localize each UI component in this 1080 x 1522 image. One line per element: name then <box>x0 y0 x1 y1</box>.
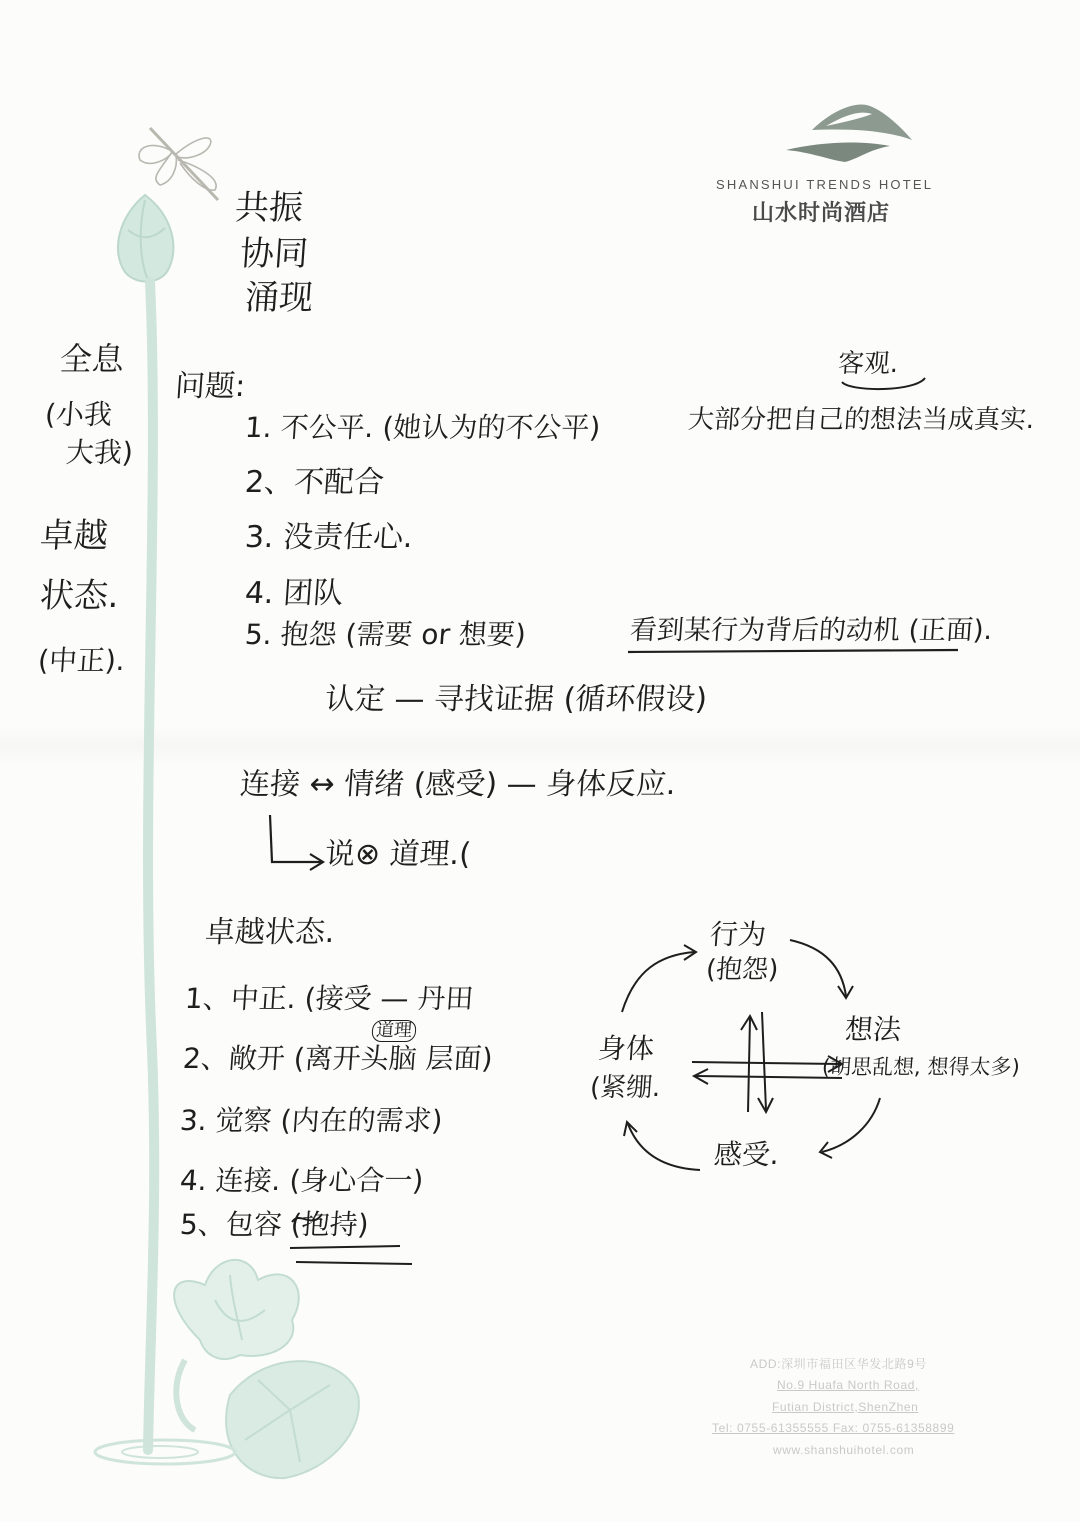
problem-item-1-note: 大部分把自己的想法当成真实. <box>686 405 1036 435</box>
lotus-flower-icon <box>95 1260 359 1478</box>
cycle-left-note: (紧绷. <box>588 1073 662 1103</box>
margin-excellence: 卓越 <box>38 516 110 556</box>
footer-website: www.shanshuihotel.com <box>773 1443 915 1457</box>
motive-underline <box>628 650 958 652</box>
keyword-resonance: 共振 <box>233 188 305 228</box>
excellent-item-5: 5、包容 (抱持) <box>178 1208 370 1241</box>
footer-address-en-1: No.9 Huafa North Road, <box>777 1378 919 1392</box>
cycle-left-label: 身体 <box>596 1032 656 1065</box>
lotus-bud-icon <box>118 195 173 282</box>
cycle-right-label: 想法 <box>843 1013 903 1046</box>
excellent-state-heading: 卓越状态. <box>203 915 336 950</box>
cycle-top-label: 行为 <box>708 918 768 951</box>
problem-item-1: 1. 不公平. (她认为的不公平) <box>243 411 602 444</box>
margin-small-self: (小我 <box>43 398 114 431</box>
hotel-name-cn: 山水时尚酒店 <box>752 201 891 226</box>
problems-heading: 问题: <box>173 369 247 404</box>
footer-address-cn: ADD:深圳市福田区华发北路9号 <box>750 1357 927 1371</box>
mountain-logo-icon <box>786 104 912 162</box>
problem-item-4: 4. 团队 <box>243 576 345 611</box>
footer-address-en-2: Futian District,ShenZhen <box>772 1400 919 1414</box>
dragonfly-icon <box>139 128 218 200</box>
cycle-right-note: (胡思乱想, 想得太多) <box>821 1055 1021 1079</box>
cycle-bottom-label: 感受. <box>712 1138 781 1171</box>
belief-loop: 认定 — 寻找证据 (循环假设) <box>323 682 709 717</box>
problem-item-5: 5. 抱怨 (需要 or 想要) <box>243 618 528 651</box>
problem-item-3: 3. 没责任心. <box>243 520 414 555</box>
excellent-item-3: 3. 觉察 (内在的需求) <box>178 1104 444 1137</box>
margin-big-self: 大我) <box>64 436 135 469</box>
problems-annotation: 客观. <box>836 349 900 379</box>
cycle-top-note: (抱怨) <box>704 955 780 985</box>
branch-arrow-icon <box>270 815 323 870</box>
margin-state: 状态. <box>38 576 121 616</box>
excellent-item-4: 4. 连接. (身心合一) <box>178 1164 425 1197</box>
lotus-stem-icon <box>148 282 154 1450</box>
keyword-emergence: 涌现 <box>243 278 315 318</box>
connection-branch: 说⊗ 道理.( <box>323 837 473 872</box>
problem-item-5-note: 看到某行为背后的动机 (正面). <box>628 615 994 646</box>
cycle-cross-arrows <box>692 1012 842 1112</box>
excellent-item-2: 2、敞开 (离开头脑 层面) <box>181 1042 494 1075</box>
excellent-item-2-insert: 道理 <box>371 1020 417 1042</box>
margin-centered: (中正). <box>36 644 126 677</box>
hotel-name-en: SHANSHUI TRENDS HOTEL <box>716 177 934 192</box>
margin-holistic: 全息 <box>58 340 126 378</box>
problem-item-2: 2、不配合 <box>243 465 386 500</box>
insertion-mark <box>842 378 925 389</box>
excellent-item-1: 1、中正. (接受 — 丹田 <box>183 982 475 1015</box>
keyword-synergy: 协同 <box>238 234 310 274</box>
connection-line: 连接 ↔ 情绪 (感受) — 身体反应. <box>238 767 677 802</box>
footer-phone-fax: Tel: 0755-61355555 Fax: 0755-61358899 <box>712 1421 955 1435</box>
